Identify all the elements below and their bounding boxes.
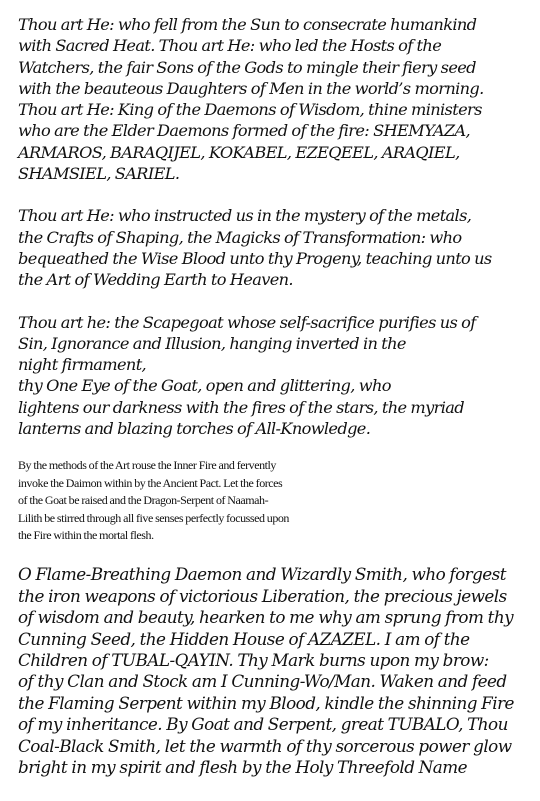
document-page: [18, 14, 530, 778]
paragraph-invocation-sun: Thou art He: who fell from the Sun to consecrate humankind with Sacred Heat. Thou art He: who led the Hosts of the Watchers, the fair Sons of the Gods to mingle their fiery seed with the beauteous Daughters of Men in the world’s morning. Thou art He: King of the Daemons of Wisdom, thine ministers who are the Elder Daemons formed of the fire: SHEMYAZA, ARMAROS, BARAQIJEL, KOKABEL, EZEQEEL, ARAQIEL, SHAMSIEL, SARIEL.: [18, 15, 484, 184]
paragraph-scapegoat: Thou art he: the Scapegoat whose self-sacrifice purifies us of Sin, Ignorance and Illusion, hanging inverted in the night firmament, thy One Eye of the Goat, open and glittering, who lightens our darkness with the fires of the stars, the myriad lanterns and blazing torches of All-Knowledge.: [18, 312, 476, 439]
paragraph-instruction-metals: Thou art He: who instructed us in the mystery of the metals, the Crafts of Shaping, the Magicks of Transformation: who bequeathed the Wise Blood unto thy Progeny, teaching unto us the Art of Wedding Earth to Heaven.: [18, 206, 492, 290]
paragraph-flame-breathing-daemon: O Flame-Breathing Daemon and Wizardly Smith, who forgest the iron weapons of victorious Liberation, the precious jewels of wisdom and beauty, hearken to me why am sprung from thy Cunning Seed, the Hidden House of AZAZEL. I am of the Children of TUBAL-QAYIN. Thy Mark burns upon my brow: of thy Clan and Stock am I Cunning-Wo/Man. Waken and feed the Flaming Serpent within my Blood, kindle the shinning Fire of my inheritance. By Goat and Serpent, great TUBALO, Thou Coal-Black Smith, let the warmth of thy sorcerous power glow bright in my spirit and flesh by the Holy Threefold Name: [18, 564, 514, 778]
ritual-instruction-note: By the methods of the Art rouse the Inner Fire and fervently invoke the Daimon within by the Ancient Pact. Let the forces of the Goat be raised and the Dragon-Serpent of Naamah- Lilith be stirred through all five senses perfectly focussed upon the Fire within the mortal flesh.: [18, 458, 289, 542]
